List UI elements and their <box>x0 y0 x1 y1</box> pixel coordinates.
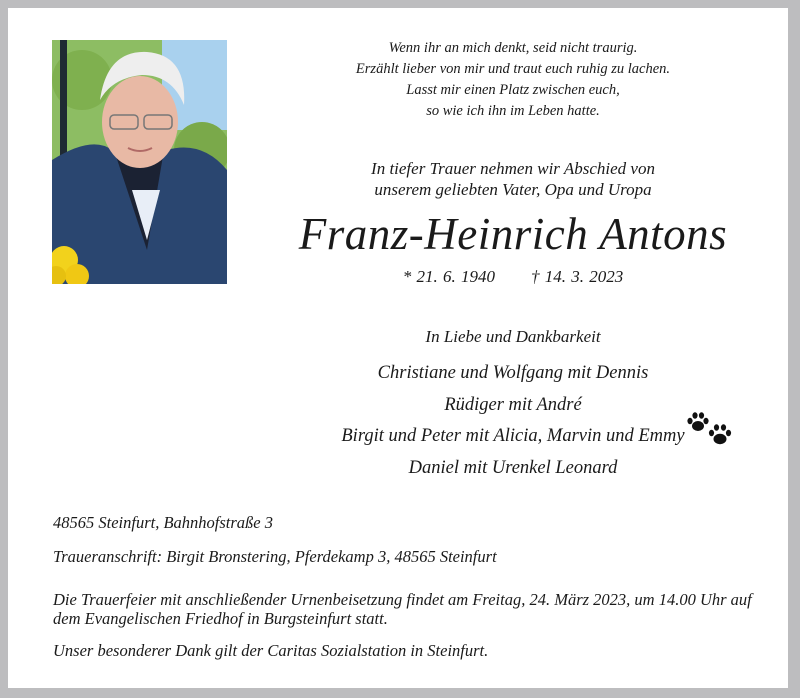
poem-line: Erzählt lieber von mir und traut euch ruhig zu lachen. <box>355 61 671 77</box>
obituary-card <box>8 8 788 688</box>
gratitude-note: Unser besonderer Dank gilt der Caritas Sozialstation in Steinfurt. <box>53 641 489 660</box>
poem-line: Wenn ihr an mich denkt, seid nicht traurig. <box>388 40 638 56</box>
poem-line: so wie ich ihn im Leben hatte. <box>426 103 600 119</box>
family-member-line: Daniel mit Urenkel Leonard <box>408 457 618 478</box>
birth-date: * 21. 6. 1940 <box>402 267 495 286</box>
family-member-line: Birgit und Peter mit Alicia, Marvin und Emmy <box>341 426 685 446</box>
life-dates <box>233 266 793 288</box>
home-address: 48565 Steinfurt, Bahnhofstraße 3 <box>53 513 273 532</box>
intro-text <box>233 158 793 200</box>
death-date: † 14. 3. 2023 <box>531 267 624 286</box>
family-member-line: Christiane und Wolfgang mit Dennis <box>377 363 649 383</box>
ceremony-info: Die Trauerfeier mit anschließender Urnenbeisetzung findet am Freitag, 24. März 2023, um 14.00 Uhr auf dem Evangelischen Friedhof in Burgsteinfurt statt. <box>53 590 752 628</box>
thanks-line: In Liebe und Dankbarkeit <box>425 327 601 346</box>
intro-line: In tiefer Trauer nehmen wir Abschied von <box>371 159 655 178</box>
intro-line: unserem geliebten Vater, Opa und Uropa <box>374 180 652 199</box>
portrait-photo <box>52 40 227 284</box>
portrait-illustration <box>52 40 227 284</box>
mourning-address: Traueranschrift: Birgit Bronstering, Pferdekamp 3, 48565 Steinfurt <box>53 547 497 566</box>
poem-line: Lasst mir einen Platz zwischen euch, <box>406 82 620 98</box>
family-member-line: Rüdiger mit André <box>444 394 582 415</box>
poem <box>233 38 793 122</box>
paw-prints-icon <box>686 411 738 447</box>
deceased-name: Franz-Heinrich Antons <box>298 209 728 259</box>
